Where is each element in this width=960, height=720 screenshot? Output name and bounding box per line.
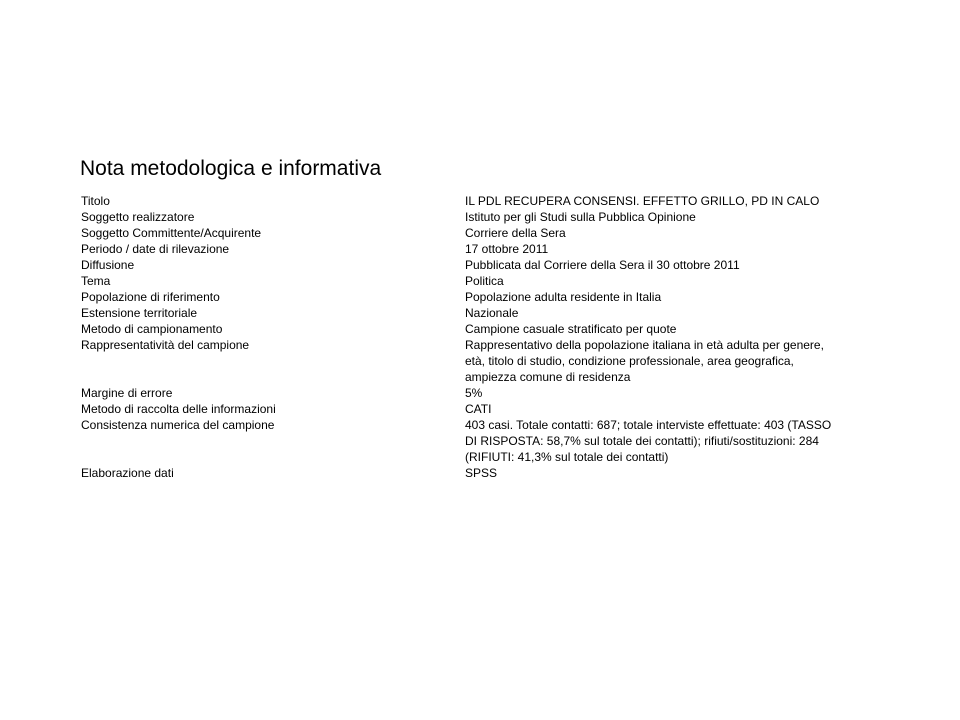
field-value-line: Nazionale [465, 306, 519, 320]
table-row [81, 417, 881, 465]
table-row [81, 305, 881, 321]
field-value [465, 209, 875, 225]
field-value [465, 401, 875, 417]
field-value [465, 465, 875, 481]
field-value-line: età, titolo di studio, condizione professionale, area geografica, [465, 354, 794, 368]
table-row [81, 465, 881, 481]
field-value-line: 403 casi. Totale contatti: 687; totale interviste effettuate: 403 (TASSO [465, 418, 832, 432]
field-value-line: DI RISPOSTA: 58,7% sul totale dei contatti); rifiuti/sostituzioni: 284 [465, 434, 819, 448]
field-value [465, 225, 875, 241]
table-row [81, 337, 881, 385]
field-value [465, 289, 875, 305]
field-value [465, 305, 875, 321]
field-label: Popolazione di riferimento [81, 290, 220, 304]
table-row [81, 257, 881, 273]
field-value-line: (RIFIUTI: 41,3% sul totale dei contatti) [465, 450, 669, 464]
field-value [465, 337, 875, 385]
field-value [465, 417, 875, 465]
table-row [81, 289, 881, 305]
field-label: Estensione territoriale [81, 306, 198, 320]
field-value [465, 385, 875, 401]
field-value-line: Popolazione adulta residente in Italia [465, 290, 662, 304]
field-value-line: Campione casuale stratificato per quote [465, 322, 677, 336]
field-label: Diffusione [81, 258, 135, 272]
table-row [81, 401, 881, 417]
field-value [465, 273, 875, 289]
methodology-table [81, 193, 881, 481]
field-value-line: Politica [465, 274, 504, 288]
table-row [81, 385, 881, 401]
field-value-line: 5% [465, 386, 483, 400]
page-title: Nota metodologica e informativa [80, 157, 382, 180]
field-label: Consistenza numerica del campione [81, 418, 275, 432]
table-row [81, 273, 881, 289]
field-label: Metodo di campionamento [81, 322, 223, 336]
field-value [465, 241, 875, 257]
field-value-line: Rappresentativo della popolazione italiana in età adulta per genere, [465, 338, 824, 352]
field-value-line: Istituto per gli Studi sulla Pubblica Opinione [465, 210, 696, 224]
field-label: Periodo / date di rilevazione [81, 242, 230, 256]
field-value-line: IL PDL RECUPERA CONSENSI. EFFETTO GRILLO, PD IN CALO [465, 194, 820, 208]
field-value-line: 17 ottobre 2011 [465, 242, 549, 256]
field-value [465, 321, 875, 337]
field-label: Elaborazione dati [81, 466, 174, 480]
field-label: Rappresentatività del campione [81, 338, 250, 352]
field-label: Metodo di raccolta delle informazioni [81, 402, 276, 416]
field-value [465, 257, 875, 273]
table-row [81, 225, 881, 241]
field-value-line: ampiezza comune di residenza [465, 370, 631, 384]
field-value-line: CATI [465, 402, 492, 416]
field-value-line: Pubblicata dal Corriere della Sera il 30 ottobre 2011 [465, 258, 740, 272]
field-label: Tema [81, 274, 111, 288]
table-row [81, 209, 881, 225]
table-row [81, 321, 881, 337]
field-label: Margine di errore [81, 386, 173, 400]
field-label: Soggetto Committente/Acquirente [81, 226, 262, 240]
table-row [81, 241, 881, 257]
table-row [81, 193, 881, 209]
field-label: Titolo [81, 194, 110, 208]
field-value [465, 193, 875, 209]
field-value-line: SPSS [465, 466, 498, 480]
field-label: Soggetto realizzatore [81, 210, 195, 224]
field-value-line: Corriere della Sera [465, 226, 566, 240]
